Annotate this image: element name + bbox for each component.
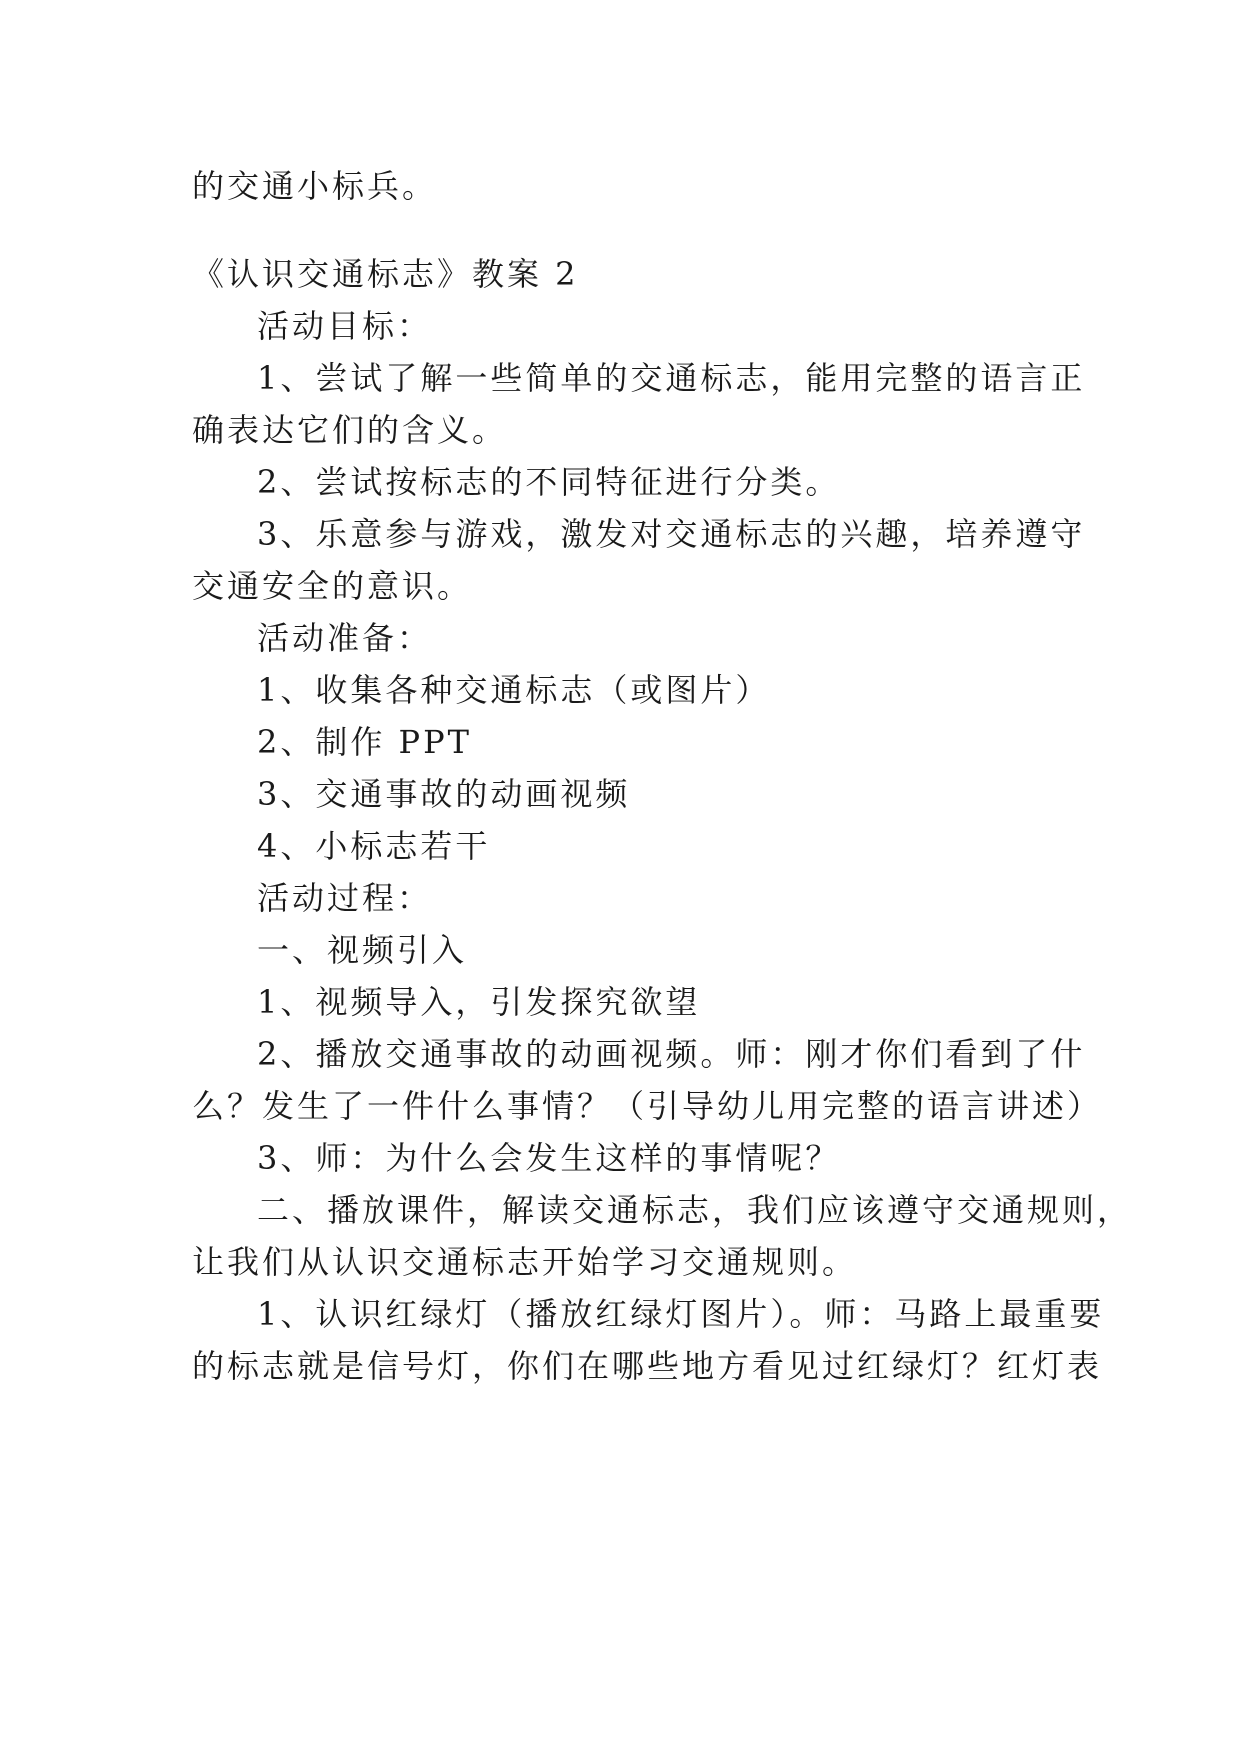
paragraph-line: 3、师：为什么会发生这样的事情呢？ [257,1139,841,1177]
paragraph-line: 1、视频导入，引发探究欲望 [257,983,701,1021]
paragraph-line: 一、视频引入 [257,931,468,969]
paragraph-line: 4、小标志若干 [257,827,491,865]
paragraph-line: 的交通小标兵。 [192,167,438,205]
paragraph-line: 确表达它们的含义。 [192,411,508,449]
paragraph-line: 1、认识红绿灯（播放红绿灯图片）。师：马路上最重要 [257,1295,1105,1333]
paragraph-line: 么？发生了一件什么事情？（引导幼儿用完整的语言讲述） [192,1087,1103,1125]
paragraph-line: 2、尝试按标志的不同特征进行分类。 [257,463,841,501]
paragraph-line: 3、交通事故的动画视频 [257,775,631,813]
paragraph-line: 1、收集各种交通标志（或图片） [257,671,771,709]
paragraph-line: 1、尝试了解一些简单的交通标志，能用完整的语言正 [257,359,1086,397]
paragraph-line: 二、播放课件，解读交通标志，我们应该遵守交通规则， [257,1191,1133,1229]
paragraph-line: 3、乐意参与游戏，激发对交通标志的兴趣，培养遵守 [257,515,1086,553]
paragraph-line: 的标志就是信号灯，你们在哪些地方看见过红绿灯？红灯表 [192,1347,1103,1385]
heading-activity-process: 活动过程： [257,879,433,917]
paragraph-line: 2、制作 PPT [257,723,472,761]
paragraph-line: 让我们从认识交通标志开始学习交通规则。 [192,1243,858,1281]
heading-activity-goals: 活动目标： [257,307,433,345]
paragraph-line: 2、播放交通事故的动画视频。师：刚才你们看到了什 [257,1035,1086,1073]
section-heading: 《认识交通标志》教案 2 [192,255,579,293]
paragraph-line: 交通安全的意识。 [192,567,473,605]
heading-activity-prep: 活动准备： [257,619,433,657]
